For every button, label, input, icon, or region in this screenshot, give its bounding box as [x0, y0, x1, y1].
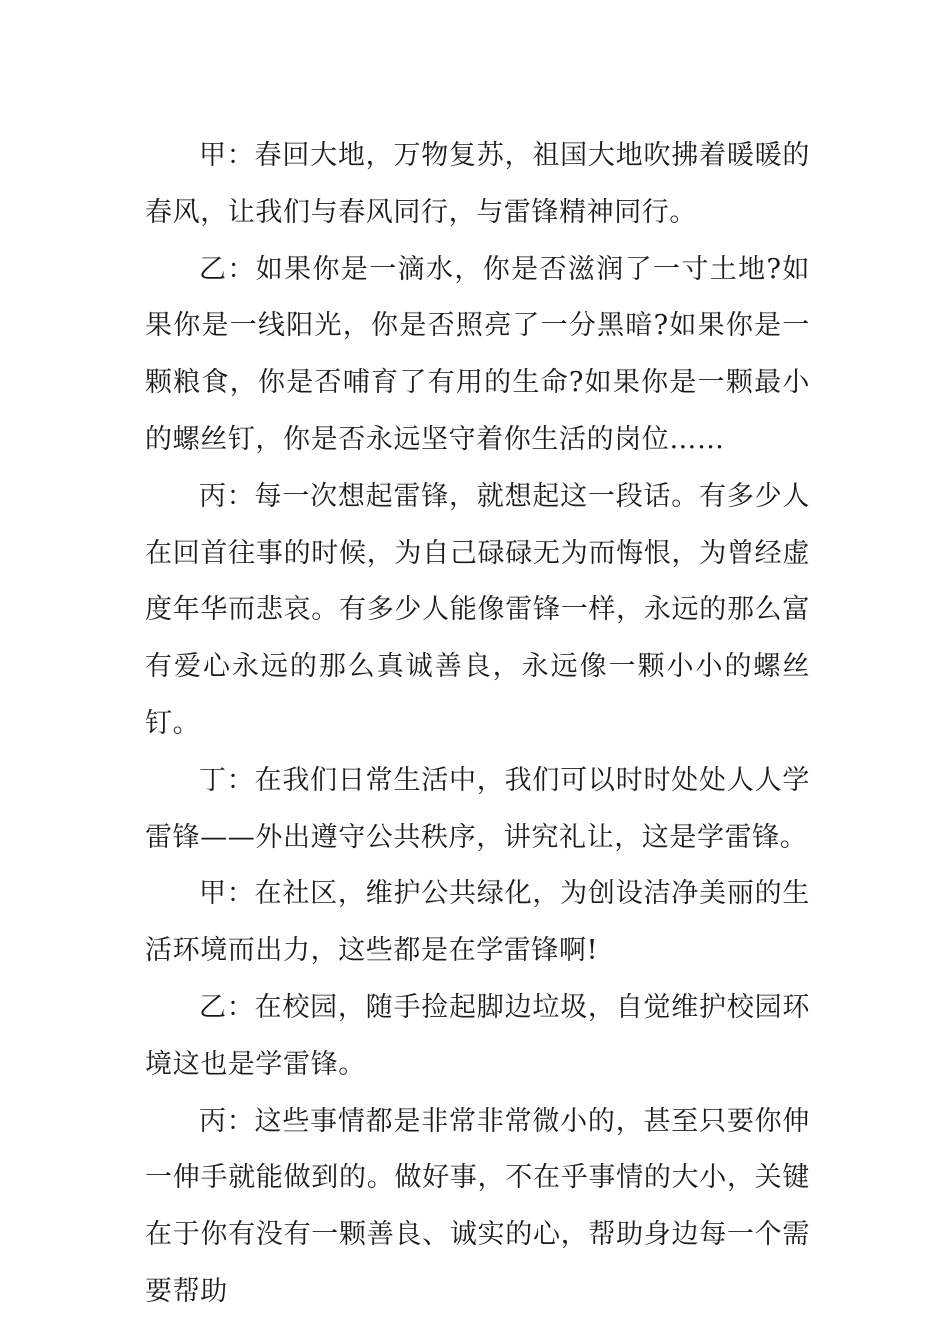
paragraph-yi-2: 乙：在校园，随手捡起脚边垃圾，自觉维护校园环境这也是学雷锋。 [145, 991, 810, 1080]
paragraph-jia-1: 甲：春回大地，万物复苏，祖国大地吹拂着暖暖的春风，让我们与春风同行，与雷锋精神同行。 [145, 140, 810, 228]
paragraph-yi-1: 乙：如果你是一滴水，你是否滋润了一寸土地?如果你是一线阳光，你是否照亮了一分黑暗?如果你是一颗粮食，你是否哺育了有用的生命?如果你是一颗最小的螺丝钉，你是否永远坚守着你生活的岗位…… [145, 253, 810, 455]
document-body [145, 128, 810, 1321]
paragraph-bing-1: 丙：每一次想起雷锋，就想起这一段话。有多少人在回首往事的时候，为自己碌碌无为而悔恨，为曾经虚度年华而悲哀。有多少人能像雷锋一样，永远的那么富有爱心永远的那么真诚善良，永远像一颗小小的螺丝钉。 [145, 480, 810, 739]
paragraph-bing-2: 丙：这些事情都是非常非常微小的，甚至只要你伸一伸手就能做到的。做好事，不在乎事情的大小，关键在于你有没有一颗善良、诚实的心，帮助身边每一个需要帮助 [145, 1105, 810, 1307]
paragraph-jia-2: 甲：在社区，维护公共绿化，为创设洁净美丽的生活环境而出力，这些都是在学雷锋啊! [145, 878, 810, 967]
paragraph-ding-1: 丁：在我们日常生活中，我们可以时时处处人人学雷锋——外出遵守公共秩序，讲究礼让，这是学雷锋。 [145, 764, 810, 853]
